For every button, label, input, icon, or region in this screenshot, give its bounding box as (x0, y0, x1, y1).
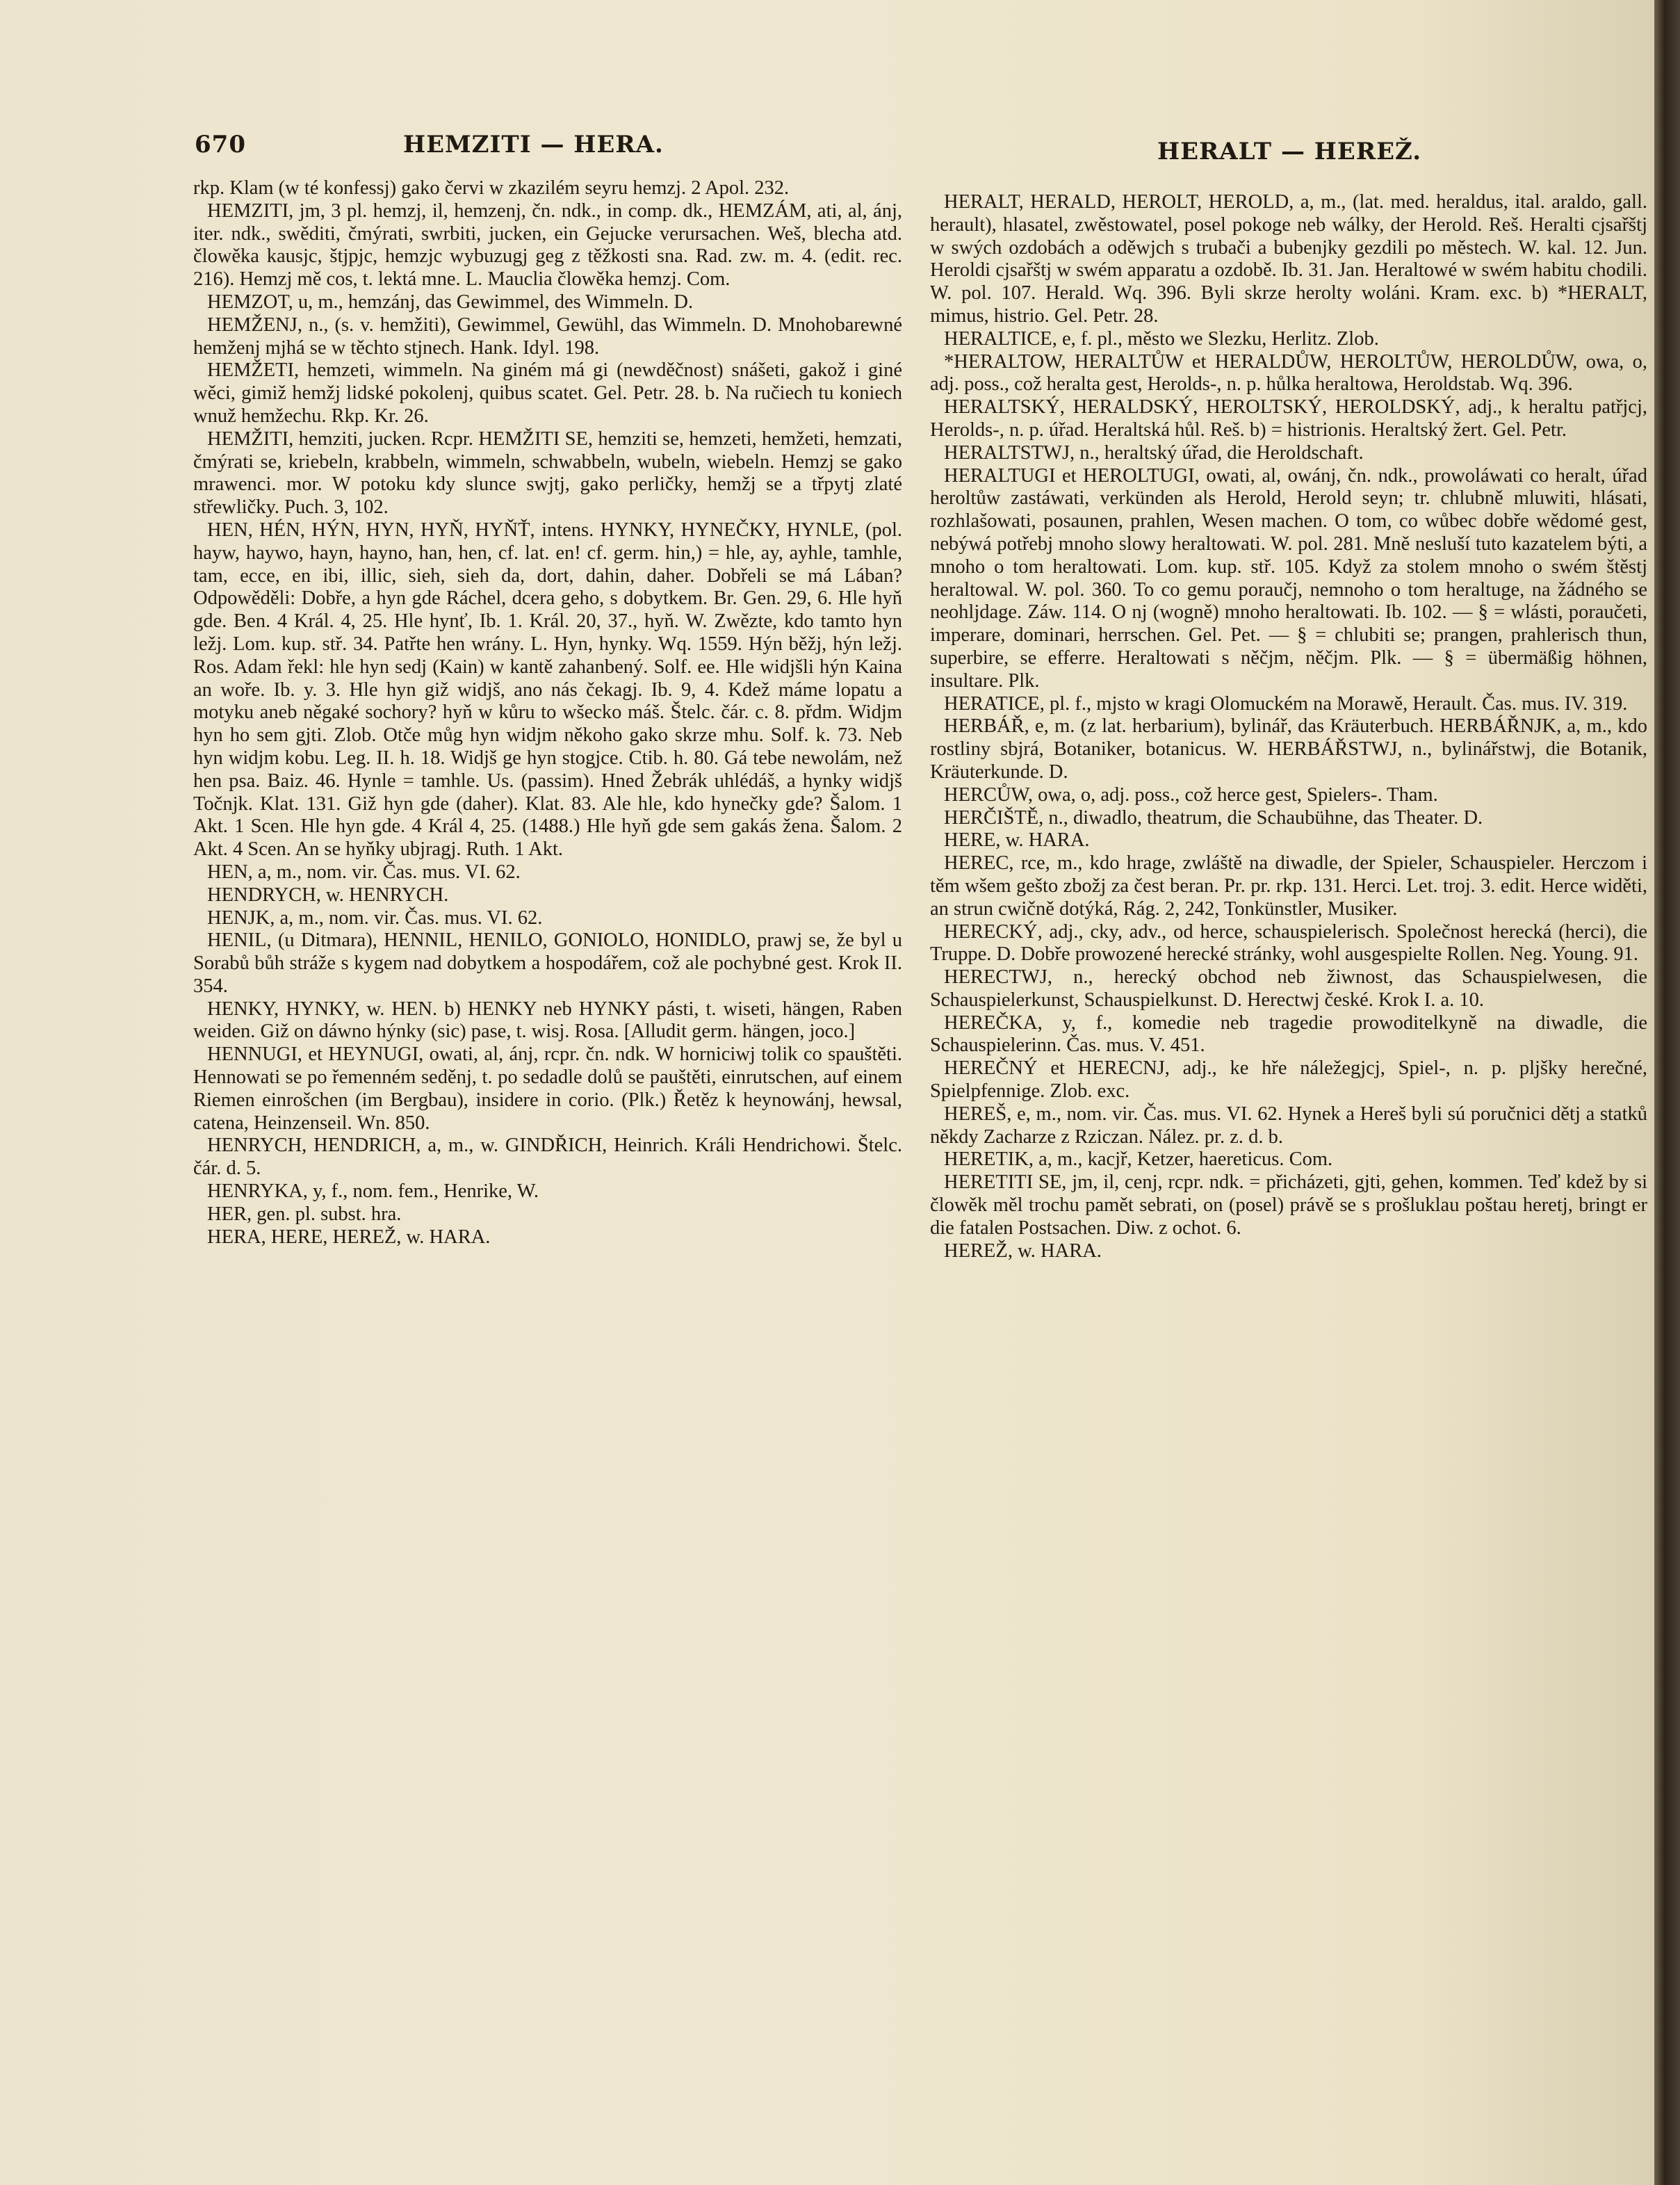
dictionary-entry: HENRYCH, HENDRICH, a, m., w. GINDŘICH, Heinrich. Králi Hendrichowi. Štelc. čár. d. 5. (193, 1135, 902, 1180)
dictionary-entry: HENIL, (u Ditmara), HENNIL, HENILO, GONIOLO, HONIDLO, prawj se, že byl u Sorabů bůh stráže s kygem nad dobytkem a hospodářem, což ale pochybné gest. Krok II. 354. (193, 929, 902, 997)
dictionary-entry: HEMZITI, jm, 3 pl. hemzj, il, hemzenj, čn. ndk., in comp. dk., HEMZÁM, ati, al, ánj, iter. ndk., swěditi, čmýrati, swrbiti, jucken, ein Gejucke verursachen. Weš, blecha atd. člowěka kausjc, štjpjc, hemzjc wybuzugj geg z těžkosti sna. Rad. zw. m. 4. (edit. rec. 216). Hemzj mě cos, t. lektá mne. L. Mauclia člowěka hemzj. Com. (193, 200, 902, 291)
dictionary-entry: HEREC, rce, m., kdo hrage, zwláště na diwadle, der Spieler, Schauspieler. Herczom i těm wšem gešto zbožj za čest beran. Pr. pr. rkp. 131. Herci. Let. troj. 3. edit. Herce widěti, an strun cwičně dotýká, Rág. 2, 242, Tonkünstler, Musiker. (930, 852, 1647, 920)
dictionary-entry: HEMZOT, u, m., hemzánj, das Gewimmel, des Wimmeln. D. (207, 291, 694, 313)
dictionary-entry: HERECKÝ, adj., cky, adv., od herce, schauspielerisch. Společnost herecká (herci), die Truppe. D. Dobře prowozené herecké stránky, wohl ausgespielte Rollen. Neg. Young. 91. (930, 920, 1647, 966)
running-header-left: HEMZITI — HERA. (403, 131, 664, 159)
dictionary-entry: HERETIK, a, m., kacjř, Ketzer, haereticus. Com. (944, 1148, 1333, 1171)
dictionary-entry: HENNUGI, et HEYNUGI, owati, al, ánj, rcpr. čn. ndk. W horniciwj tolik co spauštěti. Hennowati se po řemenném seděnj, t. po sedadle dolů se pauštěti, einrutschen, auf einem Riemen einrošchen (im Bergbau), insidere in corio. (Plk.) Řetěz k heynowánj, hewsal, catena, Heinzenseil. Wn. 850. (193, 1043, 902, 1134)
dictionary-entry: HEREČKA, y, f., komedie neb tragedie prowoditelkyně na diwadle, die Schauspielerinn. Čas. mus. V. 451. (930, 1012, 1647, 1057)
dictionary-entry: HERETITI SE, jm, il, cenj, rcpr. ndk. = přicházeti, gjti, gehen, kommen. Teď kdež by si člowěk měl trochu pamět sebrati, on (posel) právě se s prošluklau poštau heretj, bringt er die fatalen Postsachen. Diw. z ochot. 6. (930, 1171, 1647, 1239)
dictionary-entry: HENDRYCH, w. HENRYCH. (207, 884, 449, 906)
dictionary-entry: HENJK, a, m., nom. vir. Čas. mus. VI. 62. (207, 907, 543, 929)
dictionary-entry: HERA, HERE, HEREŽ, w. HARA. (207, 1226, 491, 1248)
dictionary-entry: HEMŽITI, hemziti, jucken. Rcpr. HEMŽITI SE, hemziti se, hemzeti, hemžeti, hemzati, čmýrati se, kriebeln, krabbeln, wimmeln, schwabbeln, wubeln, wiebeln. Hemzj se gako mrawenci. mor. W potoku kdy slunce swjtj, gako perličky, hemžj se a třpytj zlaté střewličky. Puch. 3, 102. (193, 428, 902, 519)
dictionary-entry: HERBÁŘ, e, m. (z lat. herbarium), bylinář, das Kräuterbuch. HERBÁŘNJK, a, m., kdo rostliny sbjrá, Botaniker, botanicus. W. HERBÁŘSTWJ, n., bylinářstwj, die Botanik, Kräuterkunde. D. (930, 715, 1647, 783)
dictionary-entry: HERATICE, pl. f., mjsto w kragi Olomuckém na Morawě, Herault. Čas. mus. IV. 319. (944, 692, 1628, 715)
dictionary-entry: HERALTSKÝ, HERALDSKÝ, HEROLTSKÝ, HEROLDSKÝ, adj., k heraltu patřjcj, Herolds-, n. p. úřad. Heraltská hůl. Reš. b) = histrionis. Heraltský žert. Gel. Petr. (930, 396, 1647, 441)
dictionary-entry: HEREČNÝ et HERECNJ, adj., ke hře náležegjcj, Spiel-, n. p. pljšky herečné, Spielpfennige. Zlob. exc. (930, 1057, 1647, 1103)
dictionary-entry: *HERALTOW, HERALTŮW et HERALDŮW, HEROLTŮW, HEROLDŮW, owa, o, adj. poss., což heralta gest, Herolds-, n. p. hůlka heraltowa, Heroldstab. Wq. 396. (930, 350, 1647, 396)
dictionary-entry: HERALTUGI et HEROLTUGI, owati, al, owánj, čn. ndk., prowoláwati co heralt, úřad heroltůw zastáwati, verkünden als Herold, Herold seyn; tr. chlubně mluwiti, hlásati, rozhlašowati, posaunen, prahlen, Wesen machen. O tom, co wůbec dobře wědomé gest, nebýwá potřebj mnoho slowy heraltowati. W. pol. 281. Mně nesluší tuto kazatelem býti, a mnoho o tom heraltowati. Lom. kup. stř. 105. Když za stolem mnoho o swém štěstj heraltowal. W. pol. 360. To co gemu poraučj, nemnoho o tom heraltuge, na žádného se neohljdage. Záw. 114. O nj (wogně) mnoho heraltowati. Ib. 102. — § = wlásti, poraučeti, imperare, dominari, herrschen. Gel. Pet. — § = chlubiti se; prangen, prahlerisch thun, superbire, se efferre. Heraltowati s něčjm, něčjm. Plk. — § = übermäßig höhnen, insultare. Plk. (930, 464, 1647, 692)
dictionary-entry: HERE, w. HARA. (944, 829, 1090, 852)
running-header-right: HERALT — HEREŽ. (1157, 138, 1422, 165)
book-gutter (1654, 0, 1680, 2185)
dictionary-entry: HERALTICE, e, f. pl., město we Slezku, Herlitz. Zlob. (944, 327, 1379, 350)
dictionary-entry: HERCŮW, owa, o, adj. poss., což herce gest, Spielers-. Tham. (944, 783, 1438, 806)
dictionary-entry: HERALT, HERALD, HEROLT, HEROLD, a, m., (lat. med. heraldus, ital. araldo, gall. herault), hlasatel, zwěstowatel, posel pokoge neb wálky, der Herold. Reš. Heralti cjsařštj w swých ozdobách a oděwjch s trubači a bubenjky gezdili po městech. W. kal. 12. Jun. Heroldi cjsařštj w swém apparatu a ozdobě. Ib. 31. Jan. Heraltowé w swém habitu chodili. W. pol. 107. Herald. Wq. 396. Byli skrze herolty woláni. Kram. exc. b) *HERALT, mimus, histrio. Gel. Petr. 28. (930, 191, 1647, 327)
left-column (193, 177, 902, 2124)
dictionary-entry: HENRYKA, y, f., nom. fem., Henrike, W. (207, 1180, 539, 1203)
dictionary-entry: HEREŠ, e, m., nom. vir. Čas. mus. VI. 62. Hynek a Hereš byli sú poručnici dětj a statků někdy Zacharze z Rziczan. Nález. pr. z. d. b. (930, 1103, 1647, 1148)
dictionary-entry: HEREŽ, w. HARA. (944, 1240, 1102, 1262)
dictionary-entry: HENKY, HYNKY, w. HEN. b) HENKY neb HYNKY pásti, t. wiseti, hängen, Raben weiden. Giž on dáwno hýnky (sic) pase, t. wisj. Rosa. [Alludit germ. hängen, joco.] (193, 998, 902, 1043)
dictionary-entry: HEN, HÉN, HÝN, HYN, HYŇ, HYŇŤ, intens. HYNKY, HYNEČKY, HYNLE, (pol. hayw, haywo, hayn, hayno, han, hen, cf. lat. en! cf. germ. hin,) = hle, ay, ayhle, tamhle, tam, ecce, en ibi, illic, sieh, sieh da, dort, dahin, daher. Dobřeli se má Lában? Odpowěděli: Dobře, a hyn gde Ráchel, dcera geho, s dobytkem. Br. Gen. 29, 6. Hle hyň gde. Ben. 4 Král. 4, 25. Hle hynť, Ib. 1. Král. 20, 37., hyň. W. Zwězte, kdo tamto hyn ležj. Lom. kup. stř. 34. Patřte hen wrány. L. Hyn, hynky. Wq. 1559. Hýn běžj, hýn ležj. Ros. Adam řekl: hle hyn sedj (Kain) w kantě zahanbený. Solf. ee. Hle widjšli hýn Kaina an woře. Ib. y. 3. Hle hyn giž widjš, ano nás čekagj. Ib. 9, 4. Kdež máme lopatu a motyku aneb něgaké sochory? hyň w kůru to wšecko máš. Štelc. čár. c. 8. přdm. Widjm hyn ho sem gjti. Zlob. Otče můg hyn widjm někoho gako skrze mhu. Solf. k. 73. Neb hyn widjm kobu. Leg. II. h. 18. Widjš ge hyn stogjce. Ctib. h. 80. Gá tebe newolám, než hen psa. Baiz. 46. Hynle = tamhle. Us. (passim). Hned Žebrák uhlédáš, a hynky widjš Točnjk. Klat. 131. Giž hyn gde (daher). Klat. 83. Ale hle, kdo hynečky gde? Šalom. 1 Akt. 1 Scen. Hle hyn gde. 4 Král 4, 25. (1488.) Hle hyň gde sem gakás žena. Šalom. 2 Akt. 4 Scen. An se hyňky ubjragj. Ruth. 1 Akt. (193, 519, 902, 861)
dictionary-entry: HEMŽENJ, n., (s. v. hemžiti), Gewimmel, Gewühl, das Wimmeln. D. Mnohobarewné hemženj mjhá se w těchto stjnech. Hank. Idyl. 198. (193, 314, 902, 359)
dictionary-entry: HERČIŠTĚ, n., diwadlo, theatrum, die Schaubühne, das Theater. D. (944, 806, 1483, 829)
right-column (930, 191, 1647, 2124)
entry-continuation: rkp. Klam (w té konfessj) gako červi w zkazilém seyru hemzj. 2 Apol. 232. (193, 177, 790, 199)
dictionary-entry: HEMŽETI, hemzeti, wimmeln. Na giném má gi (newděčnost) snášeti, gakož i giné wěci, gimiž hemžj lidské pokolenj, quibus scatet. Gel. Petr. 28. b. Na ručiech tu koniech wnuž hemžechu. Rkp. Kr. 26. (193, 359, 902, 427)
dictionary-entry: HERECTWJ, n., herecký obchod neb žiwnost, das Schauspielwesen, die Schauspielerkunst, Schauspielkunst. D. Herectwj české. Krok I. a. 10. (930, 966, 1647, 1011)
page-number: 670 (195, 131, 246, 159)
dictionary-entry: HER, gen. pl. subst. hra. (207, 1203, 402, 1225)
dictionary-entry: HEN, a, m., nom. vir. Čas. mus. VI. 62. (207, 861, 521, 883)
dictionary-entry: HERALTSTWJ, n., heraltský úřad, die Heroldschaft. (944, 441, 1364, 464)
